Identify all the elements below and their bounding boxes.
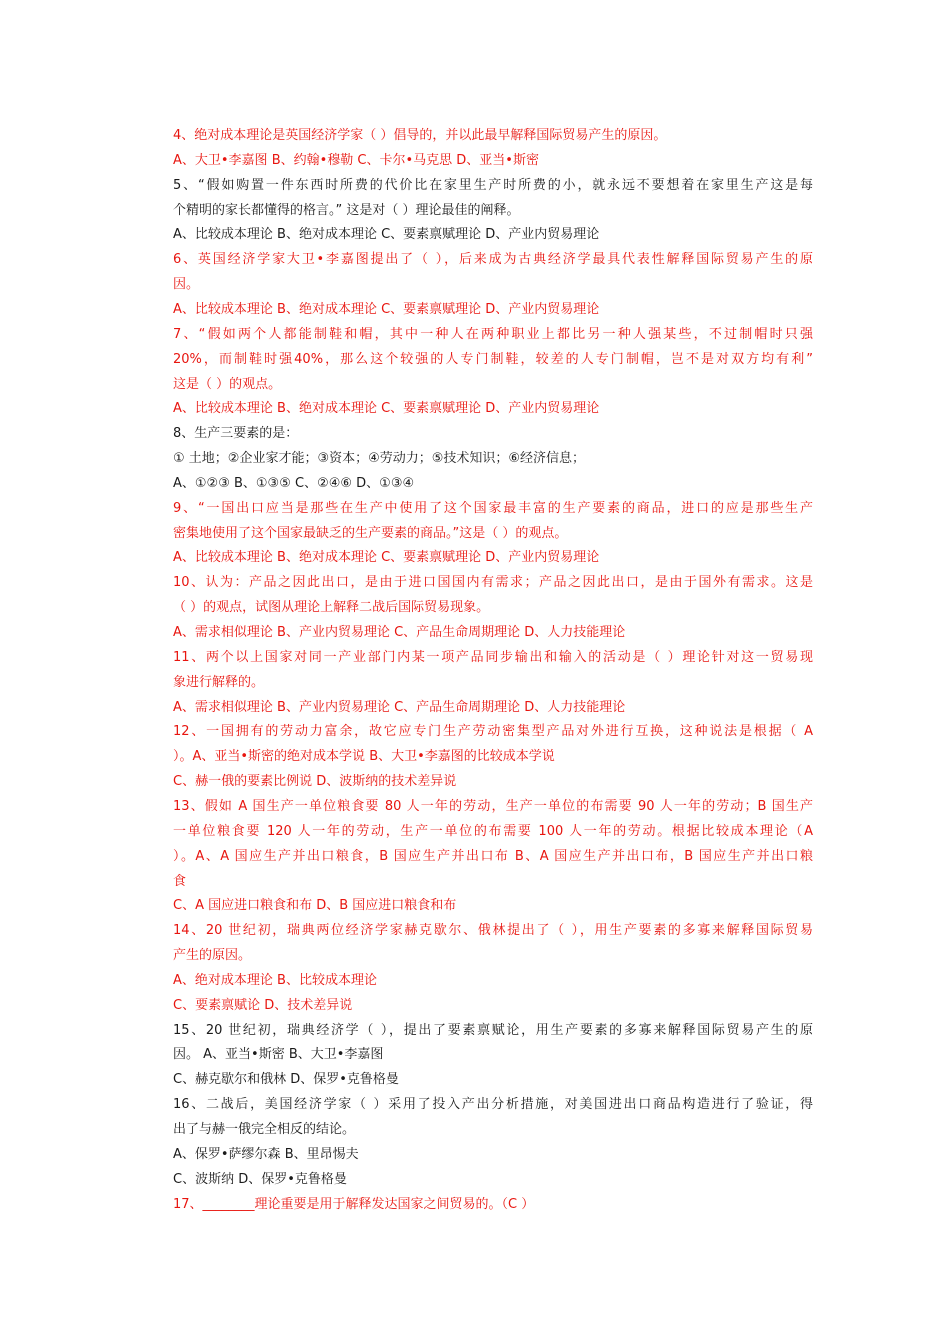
text-line: C、A 国应进口粮食和布 D、B 国应进口粮食和布 <box>173 898 457 914</box>
text-line: 13、假如 A 国生产一单位粮食要 80 人一年的劳动，生产一单位的布需要 90 人一年的劳动；B 国生产 <box>173 798 813 814</box>
text-line: 12、一国拥有的劳动力富余，故它应专门生产劳动密集型产品对外进行互换，这种说法是根据（ A <box>173 724 813 740</box>
text-line: 9、“一国出口应当是那些在生产中使用了这个国家最丰富的生产要素的商品，进口的应是那些生产 <box>173 500 813 516</box>
text-line: 因。 A、亚当•斯密 B、大卫•李嘉图 <box>173 1047 384 1063</box>
text-line: A、比较成本理论 B、绝对成本理论 C、要素禀赋理论 D、产业内贸易理论 <box>173 227 600 243</box>
text-line: 密集地使用了这个国家最缺乏的生产要素的商品。”这是（ ）的观点。 <box>173 525 568 541</box>
text-line: 8、生产三要素的是： <box>173 426 299 442</box>
text-line: 产生的原因。 <box>173 948 252 964</box>
text-line: 个精明的家长都懂得的格言。” 这是对（ ）理论最佳的阐释。 <box>173 202 520 218</box>
text-line: A、①②③ B、①③⑤ C、②④⑥ D、①③④ <box>173 475 415 491</box>
text-line: A、绝对成本理论 B、比较成本理论 <box>173 972 377 988</box>
text-line: C、波斯纳 D、保罗•克鲁格曼 <box>173 1171 347 1187</box>
text-line: A、比较成本理论 B、绝对成本理论 C、要素禀赋理论 D、产业内贸易理论 <box>173 550 600 566</box>
text-line: 11、两个以上国家对同一产业部门内某一项产品同步输出和输入的活动是（ ）理论针对这一贸易现 <box>173 649 813 665</box>
text-line: 17、________理论重要是用于解释发达国家之间贸易的。（C ） <box>173 1196 535 1212</box>
text-line: 6、英国经济学家大卫•李嘉图提出了（ ），后来成为古典经济学最具代表性解释国际贸易产生的原 <box>173 252 813 268</box>
text-line: 16、二战后，美国经济学家（ ）采用了投入产出分析措施，对美国进出口商品构造进行了验证，得 <box>173 1097 813 1113</box>
text-line: 象进行解释的。 <box>173 674 265 690</box>
text-line: A、需求相似理论 B、产业内贸易理论 C、产品生命周期理论 D、人力技能理论 <box>173 625 626 640</box>
text-line: C、赫一俄的要素比例说 D、波斯纳的技术差异说 <box>173 774 457 790</box>
text-line: 出了与赫一俄完全相反的结论。 <box>173 1122 356 1137</box>
text-line: A、大卫•李嘉图 B、约翰•穆勒 C、卡尔•马克思 D、亚当•斯密 <box>173 152 539 168</box>
text-line: 15、20 世纪初，瑞典经济学（ ），提出了要素禀赋论，用生产要素的多寡来解释国际贸易产生的原 <box>173 1022 813 1038</box>
text-line: （ ）的观点，试图从理论上解释二战后国际贸易现象。 <box>173 600 490 616</box>
text-line: A、比较成本理论 B、绝对成本理论 C、要素禀赋理论 D、产业内贸易理论 <box>173 301 600 317</box>
text-line: 14、20 世纪初，瑞典两位经济学家赫克歇尔、俄林提出了（ ），用生产要素的多寡来解释国际贸易 <box>173 923 813 939</box>
text-line: 因。 <box>173 277 200 293</box>
text-line: 这是（ ）的观点。 <box>173 376 282 392</box>
text-line: 一单位粮食要 120 人一年的劳动，生产一单位的布需要 100 人一年的劳动。根据比较成本理论（A <box>173 823 813 839</box>
text-line: ）。A、亚当•斯密的绝对成本学说 B、大卫•李嘉图的比较成本学说 <box>173 749 555 765</box>
text-line: C、赫克歇尔和俄林 D、保罗•克鲁格曼 <box>173 1072 399 1088</box>
text-line: 5、“假如购置一件东西时所费的代价比在家里生产时所费的小，就永远不要想着在家里生产这是每 <box>173 177 813 193</box>
text-line: 20%，而制鞋时强40%，那么这个较强的人专门制鞋，较差的人专门制帽，岂不是对双方均有利” <box>173 351 813 367</box>
text-line: 7、“假如两个人都能制鞋和帽，其中一种人在两种职业上都比另一种人强某些，不过制帽时只强 <box>173 326 813 342</box>
text-line: A、需求相似理论 B、产业内贸易理论 C、产品生命周期理论 D、人力技能理论 <box>173 699 626 715</box>
text-line: A、保罗•萨缪尔森 B、里昂惕夫 <box>173 1146 359 1162</box>
text-line: ① 土地；②企业家才能；③资本；④劳动力；⑤技术知识；⑥经济信息； <box>173 451 586 467</box>
text-line: A、比较成本理论 B、绝对成本理论 C、要素禀赋理论 D、产业内贸易理论 <box>173 401 600 417</box>
text-line: 食 <box>173 873 187 889</box>
text-line: C、要素禀赋论 D、技术差异说 <box>173 997 353 1013</box>
text-line: 4、绝对成本理论是英国经济学家（ ）倡导的，并以此最早解释国际贸易产生的原因。 <box>173 128 667 143</box>
text-line: ）。A、A 国应生产并出口粮食，B 国应生产并出口布 B、A 国应生产并出口布，B 国应生产并出口粮 <box>173 848 813 864</box>
text-line: 10、认为：产品之因此出口，是由于进口国国内有需求；产品之因此出口，是由于国外有需求。这是 <box>173 575 813 591</box>
